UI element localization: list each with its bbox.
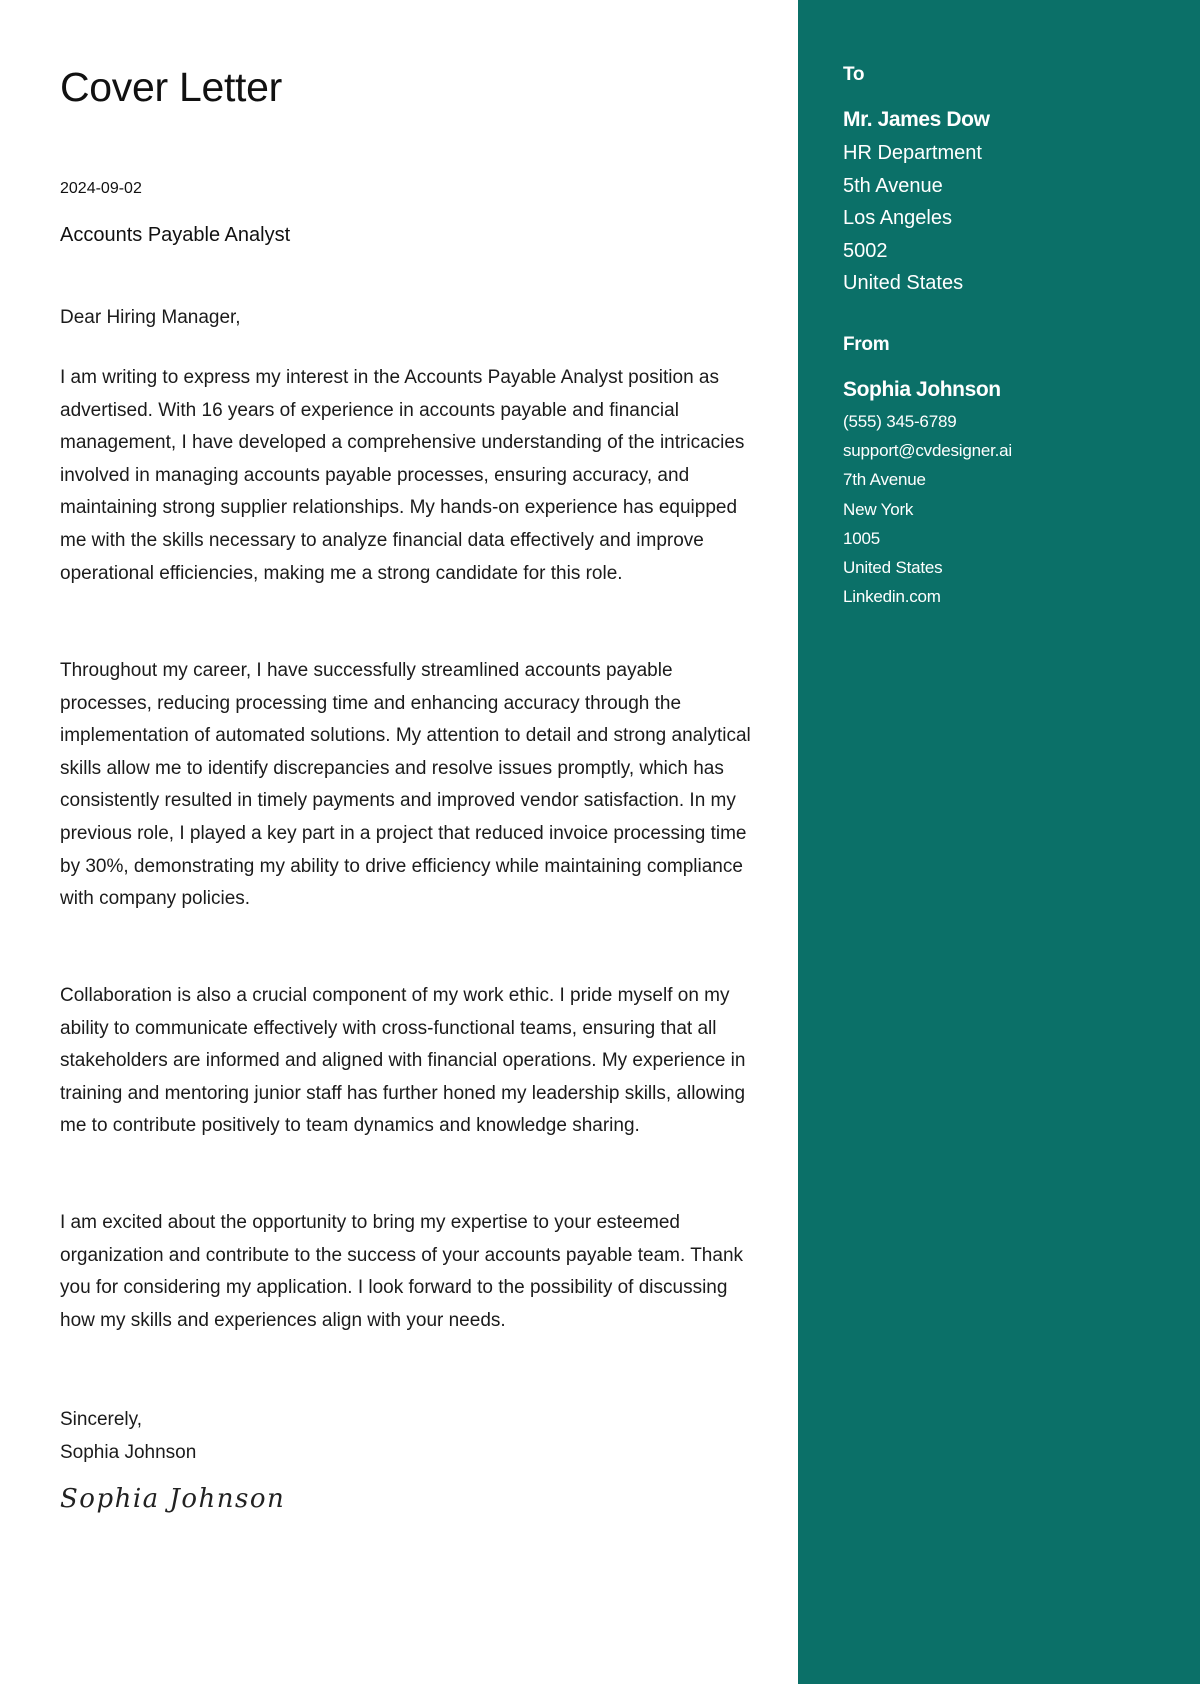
sender-city: New York	[843, 499, 914, 519]
page-title: Cover Letter	[60, 64, 283, 110]
signature: Sophia Johnson	[60, 1484, 286, 1514]
sender-name: Sophia Johnson	[843, 378, 1001, 401]
job-title: Accounts Payable Analyst	[60, 224, 291, 246]
sender-email: support@cvdesigner.ai	[843, 441, 1012, 461]
sender-website: Linkedin.com	[843, 587, 941, 607]
recipient-zip: 5002	[843, 239, 888, 262]
sender-heading: From	[843, 334, 890, 355]
sender-street: 7th Avenue	[843, 470, 926, 490]
sender-zip: 1005	[843, 528, 881, 548]
recipient-department: HR Department	[843, 142, 982, 164]
sender-contact	[843, 407, 1012, 611]
recipient-country: United States	[843, 272, 964, 295]
paragraph-2: Throughout my career, I have successfully streamlined accounts payable processes, reducing processing time and enhancing accuracy through the implementation of automated solutions. My attention to detail and strong analytical skills allow me to identify discrepancies and resolve issues promptly, which has consistently resulted in timely payments and improved vendor satisfaction. In my previous role, I played a key part in a project that reduced invoice processing time by 30%, demonstrating my ability to drive efficiency while maintaining compliance with company policies.	[60, 660, 751, 910]
sender-phone: (555) 345-6789	[843, 412, 957, 431]
paragraph-4: I am excited about the opportunity to bring my expertise to your esteemed organization and contribute to the success of your accounts payable team. Thank you for considering my application. I look forward to the possibility of discussing how my skills and experiences align with your needs.	[60, 1212, 744, 1331]
recipient-heading: To	[843, 64, 865, 85]
contact-sidebar	[798, 0, 1200, 1684]
closing-salutation: Sincerely,	[60, 1409, 143, 1430]
sender-country: United States	[843, 558, 943, 578]
greeting: Dear Hiring Manager,	[60, 307, 241, 328]
recipient-address	[843, 137, 982, 300]
paragraph-1: I am writing to express my interest in the Accounts Payable Analyst position as advertised. With 16 years of experience in accounts payable and financial management, I have developed a comprehensive understanding of the intricacies involved in managing accounts payable processes, ensuring accuracy, and maintaining strong supplier relationships. My hands-on experience has equipped me with the skills necessary to analyze financial data effectively and improve operational efficiencies, making me a strong candidate for this role.	[60, 367, 745, 584]
recipient-name: Mr. James Dow	[843, 108, 990, 131]
closing-name: Sophia Johnson	[60, 1441, 197, 1463]
paragraph-3: Collaboration is also a crucial component of my work ethic. I pride myself on my ability to communicate effectively with cross-functional teams, ensuring that all stakeholders are informed and aligned with financial operations. My experience in training and mentoring junior staff has further honed my leadership skills, allowing me to contribute positively to team dynamics and knowledge sharing.	[60, 985, 746, 1137]
recipient-city: Los Angeles	[843, 207, 952, 230]
recipient-street: 5th Avenue	[843, 174, 943, 197]
letter-date: 2024-09-02	[60, 180, 142, 197]
closing-block	[60, 1404, 196, 1469]
